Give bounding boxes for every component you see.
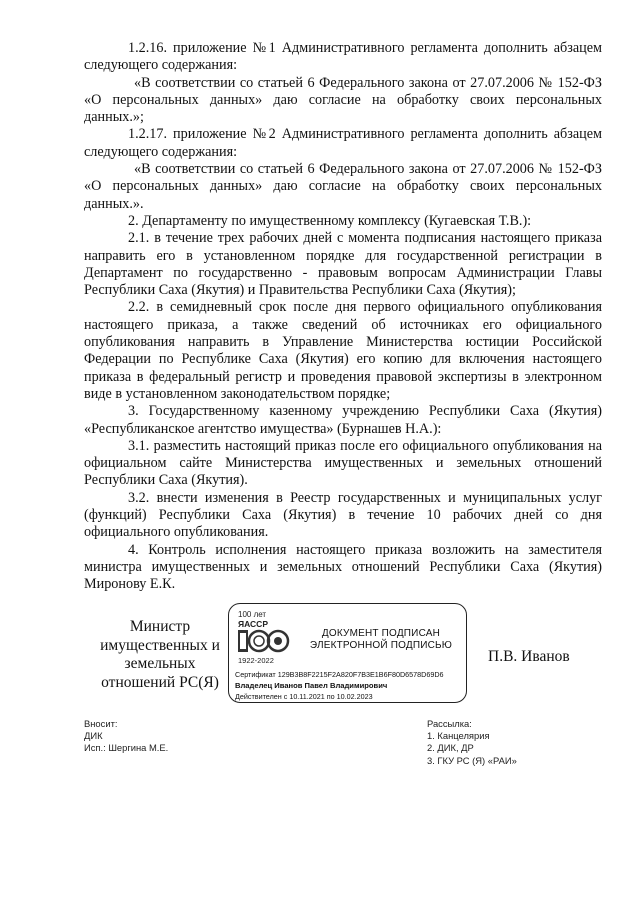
stamp-title-line: ЭЛЕКТРОННОЙ ПОДПИСЬЮ: [309, 640, 453, 651]
stamp-title-line: ДОКУМЕНТ ПОДПИСАН: [321, 628, 441, 639]
footer-line: Исп.: Шергина М.Е.: [84, 742, 169, 754]
distribution-list: [427, 718, 517, 767]
position-line: отношений РС(Я): [101, 673, 219, 691]
submitted-by-block: [84, 718, 168, 755]
paragraph-2: 2. Департаменту по имущественному комплексу (Кугаевская Т.В.):: [128, 212, 532, 229]
footer-line: 1. Канцелярия: [427, 730, 490, 742]
stamp-certificate: Сертификат 129B3B8F2215F2A820F7B3E1B6F80D6578D69D6: [235, 670, 444, 679]
footer-line: 2. ДИК, ДР: [427, 742, 474, 754]
paragraph-3-1: 3.1. разместить настоящий приказ после его официального опубликования на официальном сайте Министерства имущественных и земельных отношений Республики Саха (Якутия).: [84, 437, 602, 489]
svg-text:1922-2022: 1922-2022: [238, 656, 274, 665]
stamp-title: [299, 628, 463, 652]
position-line: имущественных и: [100, 636, 220, 654]
paragraph-quote-1: «В соответствии со статьей 6 Федерального закона от 27.07.2006 № 152-ФЗ «О персональных данных» даю согласие на обработку своих персональных данных.»;: [84, 74, 602, 126]
stamp-validity: Действителен с 10.11.2021 по 10.02.2023: [235, 692, 373, 701]
footer-line: ДИК: [84, 730, 103, 742]
paragraph-1-2-16: 1.2.16. приложение №1 Административного регламента дополнить абзацем следующего содержания:: [84, 40, 602, 74]
stamp-owner: Владелец Иванов Павел Владимирович: [235, 681, 388, 690]
footer-line: Вносит:: [84, 718, 118, 729]
svg-text:100 лет: 100 лет: [238, 610, 267, 619]
order-text: [84, 40, 602, 594]
position-line: земельных: [124, 655, 196, 672]
footer-line: Рассылка:: [427, 718, 472, 729]
paragraph-1-2-17: 1.2.17. приложение №2 Административного регламента дополнить абзацем следующего содержания:: [84, 126, 602, 160]
footer-line: 3. ГКУ РС (Я) «РАИ»: [427, 754, 517, 766]
paragraph-4: 4. Контроль исполнения настоящего приказа возложить на заместителя министра имущественных и земельных отношений Республики Саха (Якутия) Миронову Е.К.: [84, 541, 602, 593]
paragraph-quote-2: «В соответствии со статьей 6 Федерального закона от 27.07.2006 № 152-ФЗ «О персональных данных» даю согласие на обработку своих персональных данных.».: [84, 161, 602, 212]
anniversary-emblem-icon: [235, 608, 291, 666]
svg-text:ЯАССР: ЯАССР: [238, 619, 268, 629]
position-line: Министр: [129, 618, 191, 635]
signatory-position: [100, 618, 220, 692]
paragraph-2-2: 2.2. в семидневный срок после дня первого официального опубликования настоящего приказа, а также сведений об источниках его официального опубликования направить в Управление Министерства юстиции Российской Федерации по Республике Саха (Якутия) его копию для включения настоящего приказа в федеральный регистр и проведения правовой экспертизы в электронном виде в установленном законодательством порядке;: [84, 299, 602, 402]
signatory-name: П.В. Иванов: [488, 648, 570, 665]
paragraph-3-2: 3.2. внести изменения в Реестр государственных и муниципальных услуг (функций) Республики Саха (Якутия) в течение 10 рабочих дней со дня официального опубликования.: [84, 489, 602, 541]
paragraph-3: 3. Государственному казенному учреждению Республики Саха (Якутия) «Республиканское агентство имущества» (Бурнашев Н.А.):: [84, 403, 602, 437]
electronic-signature-stamp: [228, 603, 467, 703]
paragraph-2-1: 2.1. в течение трех рабочих дней с момента подписания настоящего приказа направить его в установленном порядке для государственной регистрации в Департамент по государственно - правовым вопросам Администрации Главы Республики Саха (Якутия) и Правительства Республики Саха (Якутия);: [84, 230, 602, 299]
